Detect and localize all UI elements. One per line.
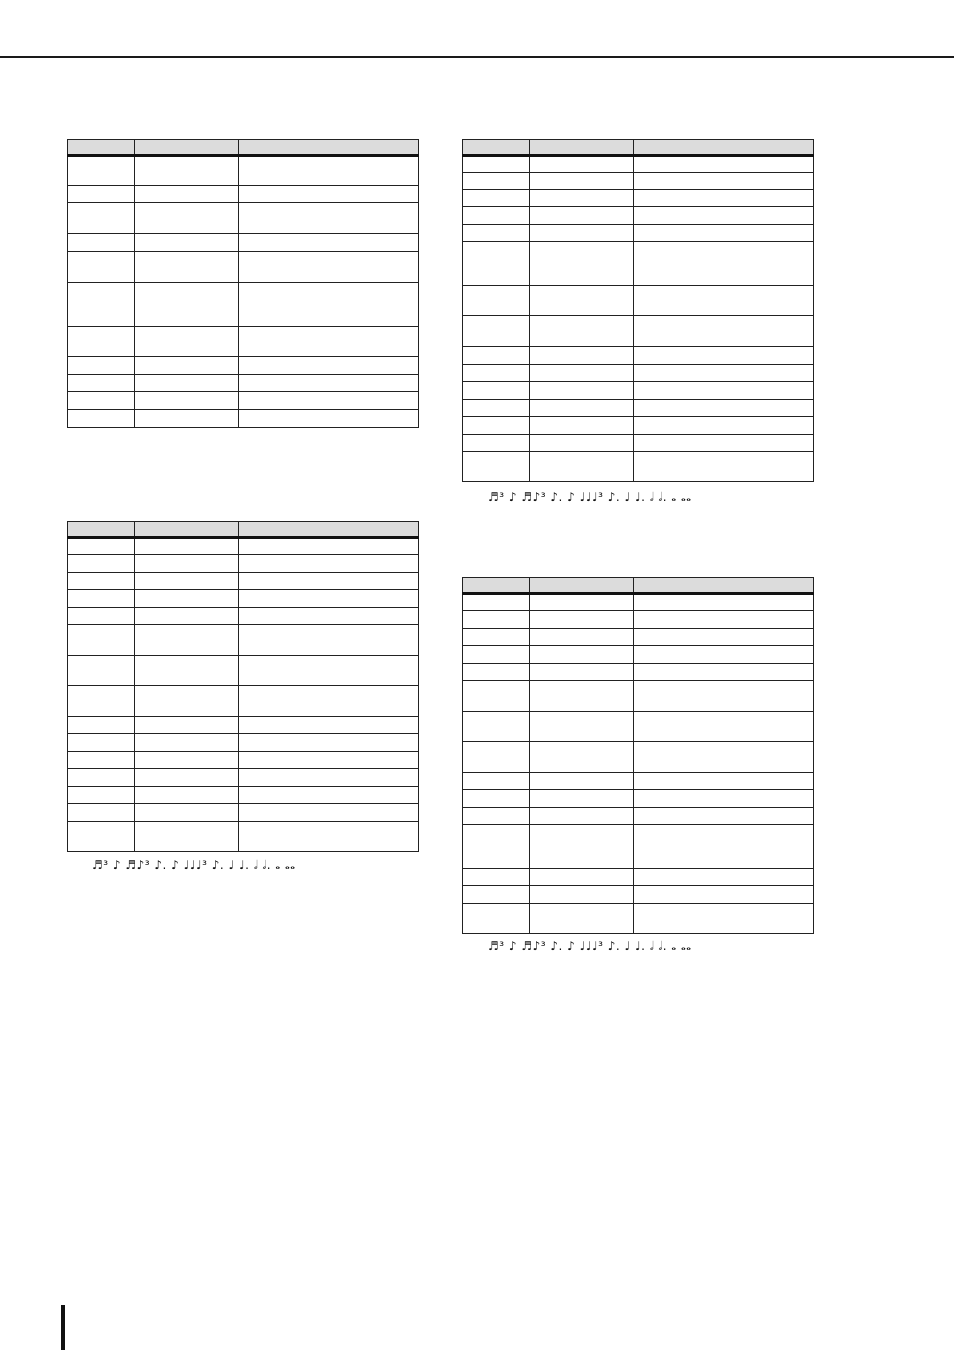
table-cell [530,347,634,365]
table-cell [463,886,530,904]
table-row [68,203,419,234]
table-row [68,375,419,392]
table-cell [239,410,419,428]
table-cell [135,625,239,656]
table-cell [463,646,530,664]
table-cell [463,207,530,225]
table-cell [634,790,814,808]
table-row [463,190,814,207]
table-cell [68,734,135,752]
table-cell [634,886,814,904]
table-cell [463,286,530,316]
table-cell [530,435,634,452]
table-cell [135,392,239,410]
table-row [463,629,814,646]
table-cell [530,286,634,316]
table-cell [463,825,530,869]
column-header [239,522,419,538]
table-cell [530,664,634,681]
table-row [463,435,814,452]
table-cell [239,590,419,608]
table-cell [239,656,419,686]
table-cell [634,365,814,382]
table-cell [463,594,530,611]
table-cell [634,286,814,316]
table-cell [239,573,419,590]
column-header [68,522,135,538]
table-row [68,327,419,357]
table-cell [239,375,419,392]
table-cell [530,629,634,646]
table-cell [239,156,419,186]
column-header [135,140,239,156]
table-cell [463,629,530,646]
table-row [463,594,814,611]
table-row [463,886,814,904]
table-cell [135,752,239,769]
table-cell [239,769,419,787]
table-cell [530,886,634,904]
table-row [68,625,419,656]
table-row [68,656,419,686]
table-cell [135,357,239,375]
table-row [463,417,814,435]
table-row [463,452,814,482]
table-row [68,752,419,769]
table-cell [239,608,419,625]
table-cell [463,452,530,482]
table-cell [463,382,530,400]
table-row [68,283,419,327]
table-cell [530,611,634,629]
table-cell [634,225,814,242]
table-cell [135,555,239,573]
header-rule [0,56,954,58]
table-cell [634,742,814,773]
table-row [68,769,419,787]
table-cell [463,173,530,190]
column-header [68,140,135,156]
table-cell [68,752,135,769]
table-cell [463,611,530,629]
table-cell [634,773,814,790]
table-cell [68,573,135,590]
table-cell [463,904,530,934]
table-cell [135,538,239,555]
table-cell [239,203,419,234]
table-header-row [68,140,419,156]
table-cell [634,629,814,646]
table-row [68,186,419,203]
table-cell [68,804,135,822]
column-header [530,578,634,594]
table-cell [239,787,419,804]
table-cell [634,207,814,225]
note-values-legend: ♬³ ♪ ♬♪³ ♪. ♪ ♩♩♩³ ♪. ♩ ♩. 𝅗𝅥 𝅗𝅥. 𝅝 𝅝𝅝 [488,490,692,504]
table-cell [239,538,419,555]
table-cell [239,252,419,283]
table-cell [135,734,239,752]
table-cell [68,769,135,787]
table-cell [463,225,530,242]
table-cell [634,712,814,742]
table-cell [463,417,530,435]
table-row [68,357,419,375]
table-cell [135,686,239,717]
table-row [463,207,814,225]
table-cell [135,252,239,283]
table-cell [463,664,530,681]
table-cell [530,646,634,664]
note-values-legend: ♬³ ♪ ♬♪³ ♪. ♪ ♩♩♩³ ♪. ♩ ♩. 𝅗𝅥 𝅗𝅥. 𝅝 𝅝𝅝 [488,939,692,953]
table-cell [135,608,239,625]
column-header [634,140,814,156]
table-row [463,400,814,417]
table-row [463,382,814,400]
table-cell [634,347,814,365]
column-header [135,522,239,538]
table-cell [68,410,135,428]
table-row [463,664,814,681]
table-cell [239,392,419,410]
table-cell [135,410,239,428]
table-row [68,538,419,555]
table-row [463,790,814,808]
table-cell [634,825,814,869]
table-row [68,590,419,608]
table-row [68,410,419,428]
table-cell [463,712,530,742]
table-cell [634,173,814,190]
table-cell [634,808,814,825]
table-cell [530,808,634,825]
table-cell [68,252,135,283]
table-cell [68,656,135,686]
table-cell [634,382,814,400]
table-cell [239,357,419,375]
table-cell [463,869,530,886]
table-cell [634,417,814,435]
table-cell [634,452,814,482]
table-cell [135,573,239,590]
table-cell [530,316,634,347]
table-cell [530,904,634,934]
table-cell [634,316,814,347]
table-cell [463,808,530,825]
table-cell [135,822,239,852]
column-header [463,578,530,594]
table-cell [463,400,530,417]
table-row [463,286,814,316]
table-cell [634,664,814,681]
table-cell [68,186,135,203]
table-cell [135,186,239,203]
table-row [463,316,814,347]
table-cell [463,242,530,286]
table-cell [239,822,419,852]
table-cell [634,435,814,452]
table-cell [68,686,135,717]
table-cell [530,452,634,482]
table-cell [634,681,814,712]
table-cell [463,156,530,173]
table-row [68,804,419,822]
table-row [68,234,419,252]
table-cell [634,400,814,417]
table-row [463,365,814,382]
table-cell [239,555,419,573]
table-cell [239,234,419,252]
table-cell [135,327,239,357]
table-cell [530,417,634,435]
table-cell [135,787,239,804]
table-cell [634,190,814,207]
table-row [463,173,814,190]
table-row [463,681,814,712]
table-cell [68,283,135,327]
table-row [463,225,814,242]
note-values-legend: ♬³ ♪ ♬♪³ ♪. ♪ ♩♩♩³ ♪. ♩ ♩. 𝅗𝅥 𝅗𝅥. 𝅝 𝅝𝅝 [92,858,296,872]
table-row [68,392,419,410]
table-cell [68,156,135,186]
table-cell [239,327,419,357]
table-cell [634,611,814,629]
table-header-row [463,140,814,156]
table-cell [135,375,239,392]
table-cell [135,156,239,186]
table-cell [239,717,419,734]
table-right-bottom [462,577,814,934]
table-cell [530,365,634,382]
table-row [463,825,814,869]
table-cell [68,538,135,555]
table-cell [463,790,530,808]
table-cell [239,752,419,769]
table-cell [68,717,135,734]
table-cell [68,822,135,852]
table-cell [68,392,135,410]
table-cell [530,742,634,773]
table-cell [530,156,634,173]
table-cell [463,316,530,347]
table-row [68,717,419,734]
table-cell [68,590,135,608]
table-left-top [67,139,419,428]
table-row [463,773,814,790]
table-cell [530,190,634,207]
table-row [463,712,814,742]
table-cell [530,594,634,611]
table-row [463,742,814,773]
table-cell [68,327,135,357]
page-edge-bar [61,1305,65,1350]
table-header-row [463,578,814,594]
table-cell [634,594,814,611]
table-cell [634,242,814,286]
table-row [463,347,814,365]
table-cell [463,742,530,773]
column-header [634,578,814,594]
table-cell [239,804,419,822]
table-cell [634,869,814,886]
table-row [463,869,814,886]
table-cell [463,190,530,207]
table-row [68,573,419,590]
table-cell [135,717,239,734]
table-cell [135,769,239,787]
table-row [463,904,814,934]
column-header [463,140,530,156]
table-row [463,611,814,629]
table-cell [239,625,419,656]
table-cell [463,365,530,382]
table-row [68,686,419,717]
table-header-row [68,522,419,538]
table-cell [135,203,239,234]
table-cell [530,773,634,790]
table-row [463,808,814,825]
table-cell [135,656,239,686]
table-row [463,156,814,173]
table-cell [135,234,239,252]
table-row [68,734,419,752]
column-header [239,140,419,156]
table-cell [634,646,814,664]
table-cell [530,825,634,869]
table-row [68,822,419,852]
table-cell [530,790,634,808]
table-cell [239,186,419,203]
table-cell [239,734,419,752]
table-cell [634,156,814,173]
table-cell [135,283,239,327]
table-row [68,555,419,573]
table-cell [530,242,634,286]
table-cell [239,686,419,717]
table-cell [463,773,530,790]
table-row [68,252,419,283]
table-cell [68,625,135,656]
table-cell [68,234,135,252]
table-cell [135,804,239,822]
column-header [530,140,634,156]
table-cell [239,283,419,327]
table-cell [530,681,634,712]
table-row [463,242,814,286]
table-cell [530,712,634,742]
table-cell [68,203,135,234]
table-left-bottom [67,521,419,852]
table-cell [68,357,135,375]
table-cell [68,375,135,392]
table-cell [68,608,135,625]
table-cell [530,207,634,225]
table-cell [135,590,239,608]
table-cell [463,435,530,452]
table-cell [68,787,135,804]
table-cell [530,173,634,190]
table-row [68,787,419,804]
table-cell [68,555,135,573]
table-cell [634,904,814,934]
table-right-top [462,139,814,482]
table-cell [530,382,634,400]
table-cell [530,400,634,417]
table-cell [530,869,634,886]
table-cell [530,225,634,242]
table-row [463,646,814,664]
table-cell [463,681,530,712]
table-row [68,156,419,186]
table-row [68,608,419,625]
table-cell [463,347,530,365]
